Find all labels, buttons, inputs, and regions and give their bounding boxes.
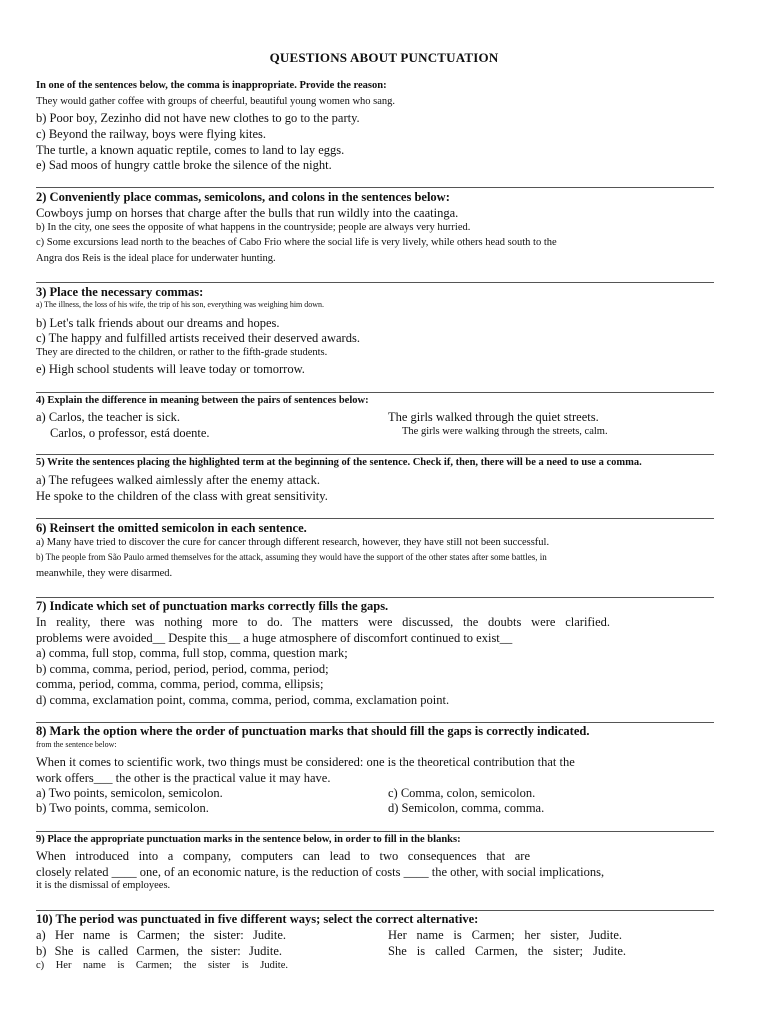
q1-sentence-a: They would gather coffee with groups of cheerful, beautiful young women who sang.	[36, 96, 396, 107]
q8-option-a: a) Two points, semicolon, semicolon.	[36, 786, 223, 800]
divider	[36, 392, 714, 393]
q4-right-1: The girls walked through the quiet streets.	[388, 410, 599, 424]
q10-option-b: b) She is called Carmen, the sister: Judite.	[36, 944, 282, 958]
q5-sentence-a: a) The refugees walked aimlessly after the enemy attack.	[36, 473, 321, 487]
page-title: QUESTIONS ABOUT PUNCTUATION	[269, 50, 499, 65]
q10-heading: 10) The period was punctuated in five different ways; select the correct alternative:	[36, 912, 479, 926]
q2-sentence-b: b) In the city, one sees the opposite of what happens in the countryside; people are always very hurried.	[36, 222, 471, 233]
q1-sentence-c: c) Beyond the railway, boys were flying kites.	[36, 127, 267, 141]
q10-option-c: c) Her name is Carmen; the sister is Judite.	[36, 960, 288, 971]
q4-left-1: a) Carlos, the teacher is sick.	[36, 410, 181, 424]
q10-option-right-2: She is called Carmen, the sister; Judite.	[388, 944, 626, 958]
q6-sentence-b2: meanwhile, they were disarmed.	[36, 568, 173, 579]
q7-paragraph-1: In reality, there was nothing more to do. The matters were discussed, the doubts were clarified.	[36, 615, 610, 629]
q1-sentence-d: The turtle, a known aquatic reptile, comes to land to lay eggs.	[36, 143, 345, 157]
q2-sentence-a: Cowboys jump on horses that charge after the bulls that run wildly into the caatinga.	[36, 206, 459, 220]
q3-sentence-d: They are directed to the children, or rather to the fifth-grade students.	[36, 347, 328, 358]
q3-sentence-b: b) Let's talk friends about our dreams and hopes.	[36, 316, 280, 330]
q8-option-c: c) Comma, colon, semicolon.	[388, 786, 536, 800]
q4-left-2: Carlos, o professor, está doente.	[50, 426, 210, 440]
q7-paragraph-2: problems were avoided__ Despite this__ a huge atmosphere of discomfort continued to exist__	[36, 631, 513, 645]
q7-heading: 7) Indicate which set of punctuation marks correctly fills the gaps.	[36, 599, 389, 613]
q8-paragraph-1: When it comes to scientific work, two things must be considered: one is the theoretical contribution that the	[36, 755, 575, 769]
divider	[36, 187, 714, 188]
q8-heading: 8) Mark the option where the order of punctuation marks that should fill the gaps is correctly indicated.	[36, 724, 590, 738]
q7-option-c: comma, period, comma, comma, period, comma, ellipsis;	[36, 677, 324, 691]
q2-sentence-c2: Angra dos Reis is the ideal place for underwater hunting.	[36, 253, 276, 264]
q3-sentence-e: e) High school students will leave today or tomorrow.	[36, 362, 305, 376]
q4-heading: 4) Explain the difference in meaning between the pairs of sentences below:	[36, 395, 369, 406]
q10-option-right-1: Her name is Carmen; her sister, Judite.	[388, 928, 622, 942]
q8-option-b: b) Two points, comma, semicolon.	[36, 801, 209, 815]
q2-sentence-c1: c) Some excursions lead north to the beaches of Cabo Frio where the social life is very lively, while others head south to the	[36, 237, 557, 248]
q6-sentence-a: a) Many have tried to discover the cure for cancer through different research, however, they have still not been successful.	[36, 537, 550, 548]
divider	[36, 282, 714, 283]
divider	[36, 831, 714, 832]
divider	[36, 597, 714, 598]
divider	[36, 454, 714, 455]
q8-option-d: d) Semicolon, comma, comma.	[388, 801, 545, 815]
divider	[36, 722, 714, 723]
q6-heading: 6) Reinsert the omitted semicolon in each sentence.	[36, 521, 307, 535]
q10-option-a: a) Her name is Carmen; the sister: Judite.	[36, 928, 286, 942]
q9-paragraph-2: closely related ____ one, of an economic nature, is the reduction of costs ____ the other, with social implications,	[36, 865, 605, 879]
q7-option-b: b) comma, comma, period, period, period, comma, period;	[36, 662, 329, 676]
q7-option-a: a) comma, full stop, comma, full stop, comma, question mark;	[36, 646, 348, 660]
q3-heading: 3) Place the necessary commas:	[36, 285, 204, 299]
divider	[36, 518, 714, 519]
q1-sentence-e: e) Sad moos of hungry cattle broke the silence of the night.	[36, 158, 332, 172]
q1-sentence-b: b) Poor boy, Zezinho did not have new clothes to go to the party.	[36, 111, 360, 125]
q9-paragraph-1: When introduced into a company, computers can lead to two consequences that are	[36, 849, 530, 863]
q6-sentence-b1: b) The people from São Paulo armed themselves for the attack, assuming they would have the support of the other states after some battles, in	[36, 552, 547, 562]
q4-right-2: The girls were walking through the streets, calm.	[402, 426, 608, 437]
q5-heading: 5) Write the sentences placing the highlighted term at the beginning of the sentence. Check if, then, there will be a need to use a comma.	[36, 457, 642, 468]
q8-subheading: from the sentence below:	[36, 740, 117, 749]
q2-heading: 2) Conveniently place commas, semicolons, and colons in the sentences below:	[36, 190, 450, 204]
q3-sentence-c: c) The happy and fulfilled artists received their deserved awards.	[36, 331, 360, 345]
q3-sentence-a: a) The illness, the loss of his wife, the trip of his son, everything was weighing him down.	[36, 300, 325, 309]
q7-option-d: d) comma, exclamation point, comma, comma, period, comma, exclamation point.	[36, 693, 450, 707]
q9-paragraph-3: it is the dismissal of employees.	[36, 880, 171, 891]
divider	[36, 910, 714, 911]
q8-paragraph-2: work offers___ the other is the practical value it may have.	[36, 771, 331, 785]
q9-heading: 9) Place the appropriate punctuation marks in the sentence below, in order to fill in the blanks:	[36, 834, 461, 845]
q5-sentence-b: He spoke to the children of the class with great sensitivity.	[36, 489, 328, 503]
q1-heading: In one of the sentences below, the comma is inappropriate. Provide the reason:	[36, 80, 387, 91]
